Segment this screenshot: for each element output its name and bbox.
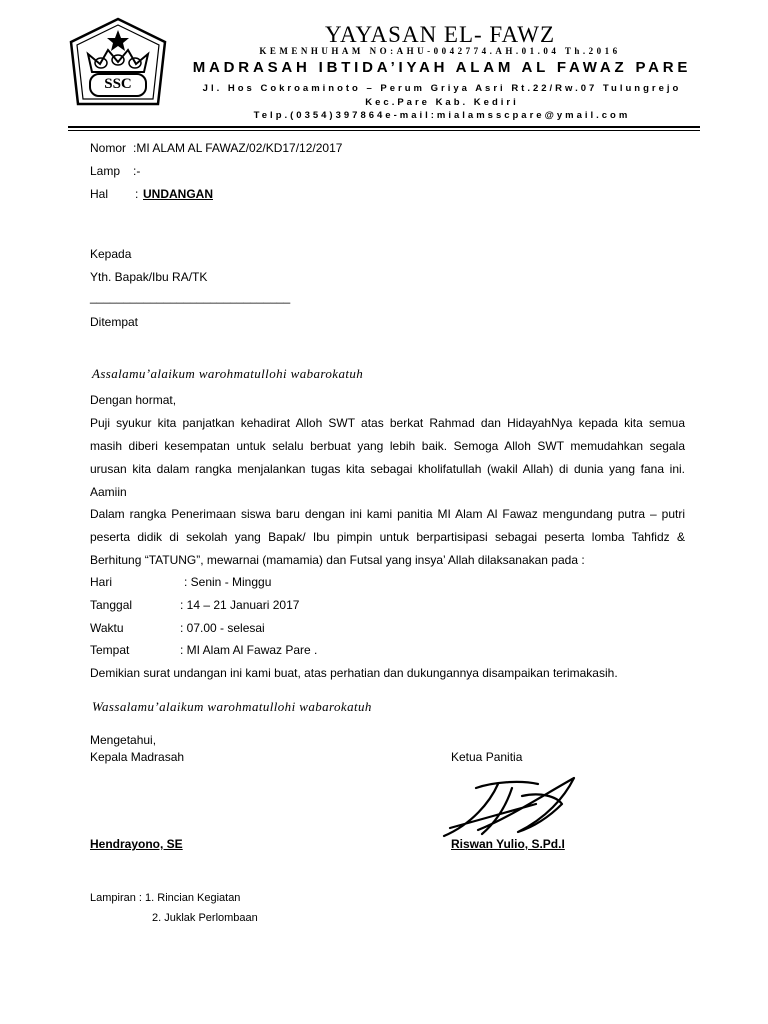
para1-line2: masih diberi kesempatan untuk selalu berbuat yang lebih baik. Semoga Alloh SWT memudahkan segala bbox=[90, 439, 685, 453]
logo-text: SSC bbox=[104, 76, 132, 92]
handwritten-signature bbox=[438, 770, 588, 842]
recipient-name: Yth. Bapak/Ibu RA/TK bbox=[90, 270, 208, 284]
schedule-value: : 14 – 21 Januari 2017 bbox=[180, 598, 300, 612]
hal-value: UNDANGAN bbox=[143, 187, 213, 201]
nomor-label: Nomor bbox=[90, 141, 127, 155]
para1-line4: Aamiin bbox=[90, 485, 127, 499]
schedule-value: : Senin - Minggu bbox=[184, 575, 272, 589]
recipient-blank-line: ______________________________ bbox=[90, 290, 291, 304]
right-signer-role: Ketua Panitia bbox=[451, 750, 523, 764]
salutation: Dengan hormat, bbox=[90, 393, 177, 407]
left-signer-name: Hendrayono, SE bbox=[90, 837, 183, 851]
schedule-label: Waktu bbox=[90, 621, 124, 635]
right-signer-name: Riswan Yulio, S.Pd.I bbox=[451, 837, 565, 851]
hal-colon: : bbox=[135, 187, 139, 201]
ditempat-label: Ditempat bbox=[90, 315, 139, 329]
schedule-value: : MI Alam Al Fawaz Pare . bbox=[180, 643, 318, 657]
closing-text: Demikian surat undangan ini kami buat, atas perhatian dan dukungannya disampaikan terimakasih. bbox=[90, 666, 618, 680]
para2-line2: peserta didik di sekolah yang Bapak/ Ibu pimpin untuk berpartisipasi sebagai peserta lomba Tahfidz & bbox=[90, 530, 685, 544]
lamp-label: Lamp bbox=[90, 164, 121, 178]
closing-greeting: Wassalamu’alaikum warohmatullohi wabarokatuh bbox=[92, 699, 372, 714]
registration-number: KEMENHUHAM NO:AHU-0042774.AH.01.04 Th.2016 bbox=[259, 46, 621, 56]
attachment-label: Lampiran : 1. Rincian Kegiatan bbox=[90, 892, 241, 904]
header-divider-thick bbox=[68, 126, 700, 128]
kepada-label: Kepada bbox=[90, 247, 132, 261]
school-name: MADRASAH IBTIDA’IYAH ALAM AL FAWAZ PARE bbox=[192, 59, 692, 76]
para1-line1: Puji syukur kita panjatkan kehadirat Alloh SWT atas berkat Rahmad dan HidayahNya kepada kita semua bbox=[90, 416, 685, 430]
foundation-name: YAYASAN EL- FAWZ bbox=[324, 22, 556, 47]
address-line-1: Jl. Hos Cokroaminoto – Perum Griya Asri Rt.22/Rw.07 Tulungrejo bbox=[202, 83, 682, 94]
star-icon bbox=[107, 30, 129, 51]
lamp-value: :- bbox=[133, 164, 141, 178]
schedule-label: Tanggal bbox=[90, 598, 133, 612]
attachment-item-2: 2. Juklak Perlombaan bbox=[152, 912, 258, 924]
pentagon-logo-icon bbox=[68, 16, 168, 108]
para2-line3: Berhitung “TATUNG”, mewarnai (mamamia) dan Futsal yang insya’ Allah dilaksanakan pada : bbox=[90, 553, 585, 567]
left-signer-role: Kepala Madrasah bbox=[90, 750, 185, 764]
nomor-value: :MI ALAM AL FAWAZ/02/KD17/12/2017 bbox=[133, 141, 343, 155]
para2-line1: Dalam rangka Penerimaan siswa baru dengan ini kami panitia MI Alam Al Fawaz mengundang putra – putri bbox=[90, 507, 685, 521]
para1-line3: urusan kita dalam rangka menjalankan tugas kita sebagai kholifatullah (wakil Allah) di dunia yang fana ini. bbox=[90, 462, 685, 476]
hal-label: Hal bbox=[90, 187, 109, 201]
schedule-label: Tempat bbox=[90, 643, 130, 657]
school-logo bbox=[68, 16, 168, 108]
mengetahui-label: Mengetahui, bbox=[90, 733, 157, 747]
signature-icon bbox=[438, 770, 588, 842]
schedule-value: : 07.00 - selesai bbox=[180, 621, 265, 635]
opening-greeting: Assalamu’alaikum warohmatullohi wabarokatuh bbox=[92, 366, 364, 381]
header-divider-thin bbox=[68, 130, 700, 131]
schedule-label: Hari bbox=[90, 575, 113, 589]
address-line-2: Kec.Pare Kab. Kediri bbox=[365, 97, 519, 108]
contact-line: Telp.(0354)397864e-mail:mialamsscpare@ymail.com bbox=[253, 110, 631, 121]
